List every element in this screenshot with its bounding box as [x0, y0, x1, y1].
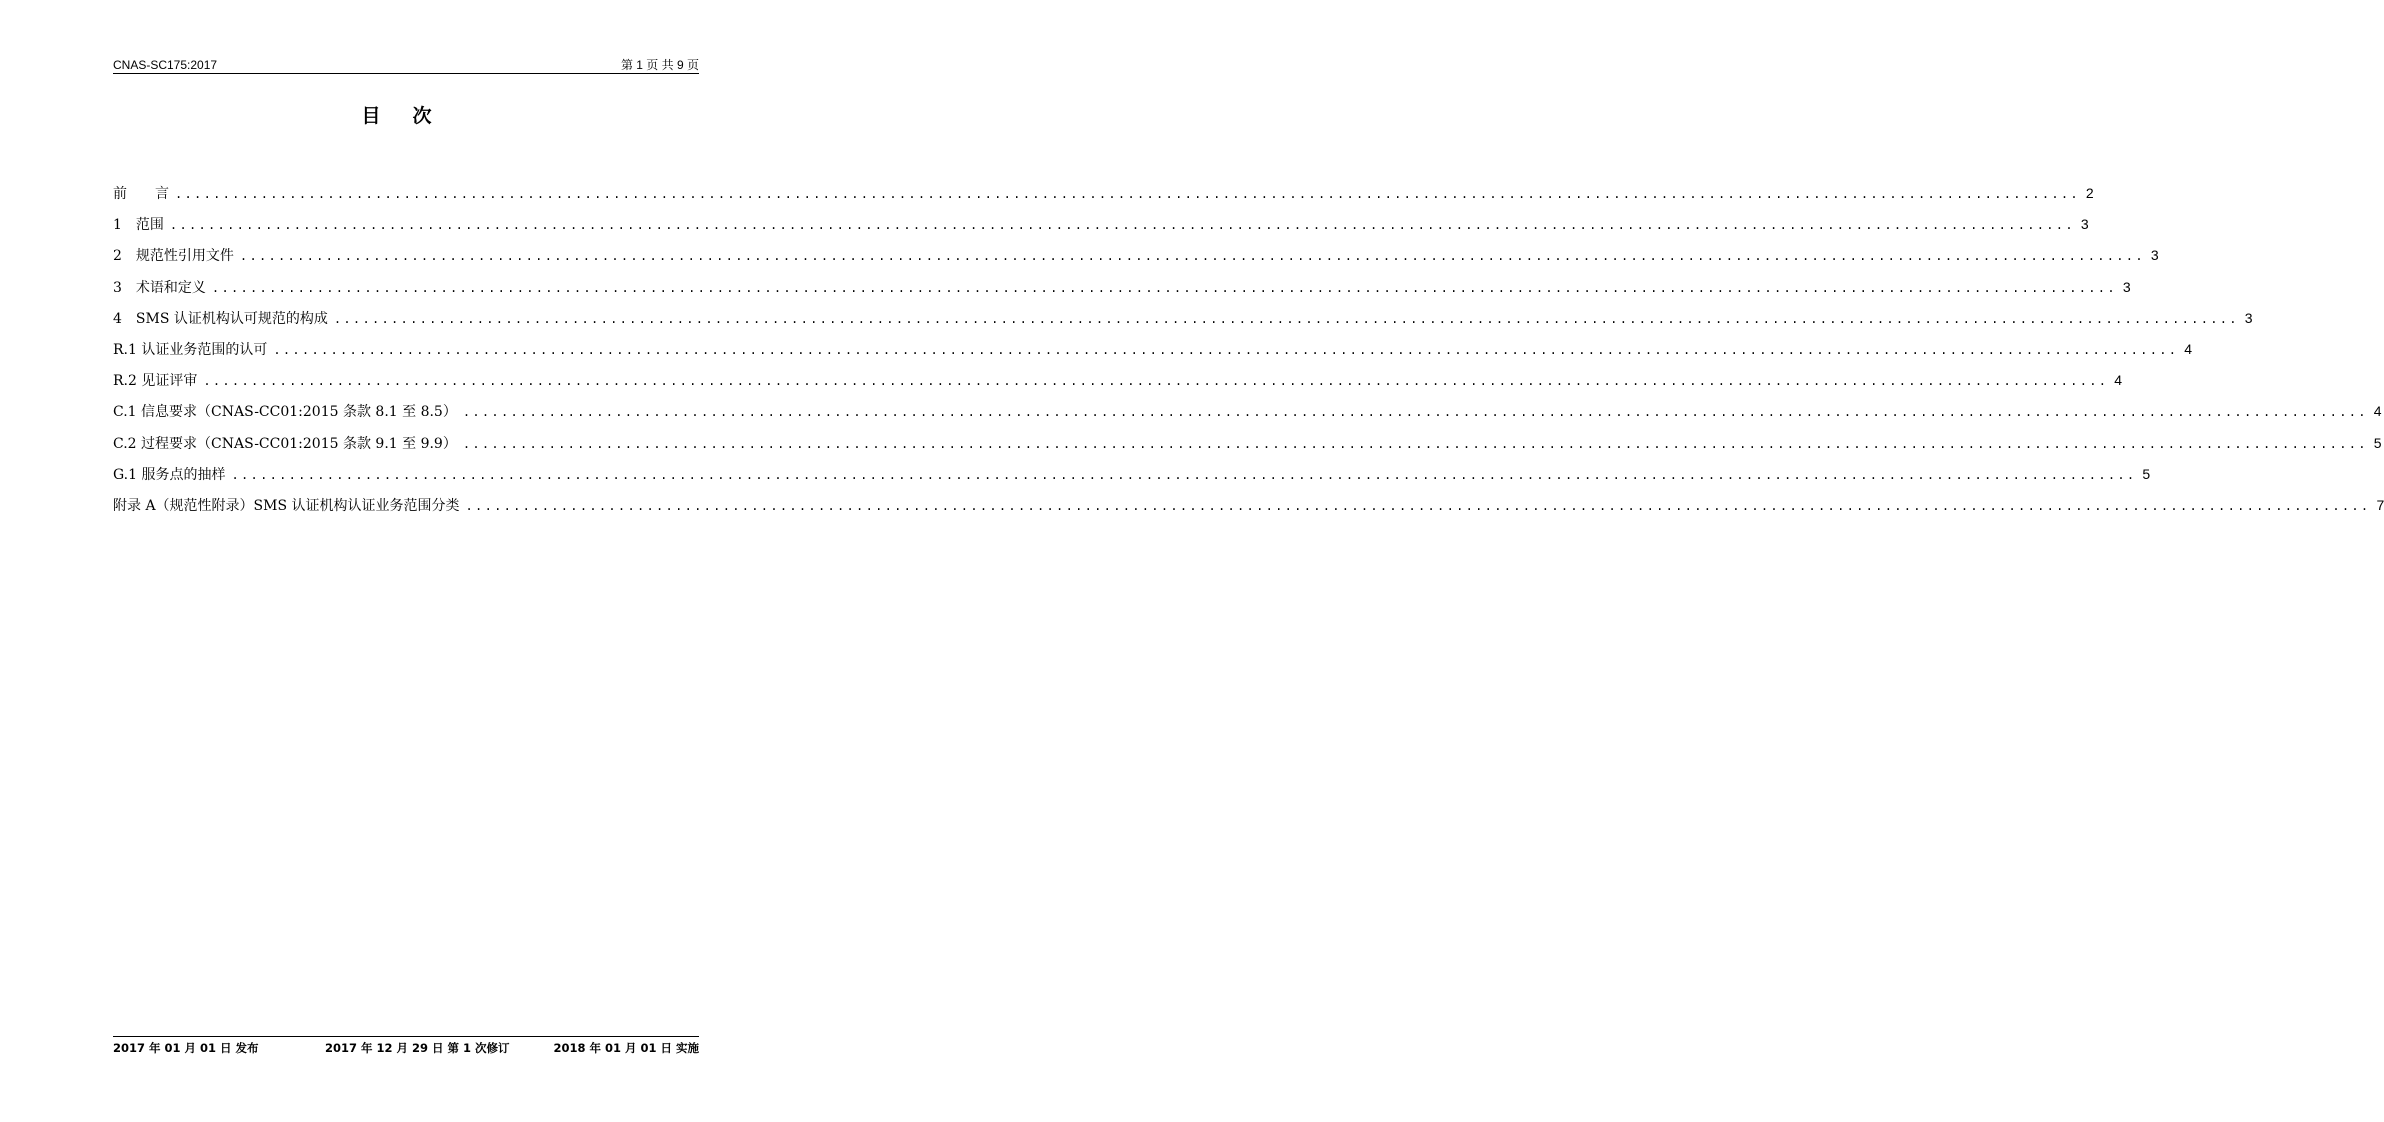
toc-dot-leader: ........................................................................................................................................................................................................ — [273, 342, 2179, 357]
toc-entry-label: 4 SMS 认证机构认可规范的构成 — [113, 310, 328, 327]
toc-entry-page-number: 4 — [2373, 403, 2382, 420]
issue-date: 2017 年 01 月 01 日 发布 — [113, 1041, 259, 1055]
toc-entry-page-number: 7 — [2376, 496, 2384, 513]
toc-entry-label: 1 范围 — [113, 217, 164, 234]
toc-entry-label: 附录 A（规范性附录）SMS 认证机构认证业务范围分类 — [113, 497, 460, 514]
toc-entry[interactable] — [113, 494, 2384, 525]
effective-date: 2018 年 01 月 01 日 实施 — [553, 1041, 699, 1055]
toc-entry-label: 3 术语和定义 — [113, 279, 206, 296]
toc-entry[interactable] — [113, 307, 2253, 338]
toc-entry-label: G.1 服务点的抽样 — [113, 466, 226, 483]
toc-entry-label: R.1 认证业务范围的认可 — [113, 341, 268, 358]
toc-dot-leader: ........................................................................................................................................................................................................ — [462, 436, 2368, 451]
toc-entry-label: 前 言 — [113, 186, 169, 202]
toc-entry-label: C.1 信息要求（CNAS-CC01:2015 条款 8.1 至 8.5） — [113, 404, 457, 421]
toc-dot-leader: ........................................................................................................................................................................................................ — [203, 374, 2109, 389]
header-divider — [113, 73, 699, 74]
toc-entry[interactable] — [113, 369, 2123, 400]
toc-entry-page-number: 3 — [2244, 309, 2253, 326]
toc-dot-leader: ........................................................................................................................................................................................................ — [462, 405, 2368, 420]
toc-dot-leader: ........................................................................................................................................................................................................ — [175, 187, 2080, 201]
toc-entry[interactable] — [113, 276, 2131, 307]
toc-dot-leader: ........................................................................................................................................................................................................ — [333, 311, 2239, 326]
toc-dot-leader: ........................................................................................................................................................................................................ — [465, 498, 2371, 513]
page-number-info: 第 1 页 共 9 页 — [620, 58, 699, 72]
toc-dot-leader: ........................................................................................................................................................................................................ — [239, 249, 2145, 264]
toc-entry-page-number: 4 — [2184, 340, 2193, 357]
toc-entry-page-number: 5 — [2373, 434, 2382, 451]
toc-entry[interactable] — [113, 182, 2094, 213]
toc-entry[interactable] — [113, 463, 2151, 494]
toc-entry[interactable] — [113, 338, 2193, 369]
toc-entry-page-number: 2 — [2085, 185, 2094, 201]
toc-entry-page-number: 3 — [2080, 216, 2089, 233]
toc-dot-leader: ........................................................................................................................................................................................................ — [169, 218, 2075, 233]
toc-entry-label: 2 规范性引用文件 — [113, 248, 234, 265]
toc-entry-page-number: 4 — [2114, 372, 2123, 389]
toc-entry-label: R.2 见证评审 — [113, 373, 198, 390]
toc-entry-page-number: 3 — [2150, 247, 2159, 264]
toc-entry-page-number: 3 — [2122, 278, 2131, 295]
revision-date: 2017 年 12 月 29 日 第 1 次修订 — [325, 1041, 510, 1055]
toc-entry-page-number: 5 — [2142, 465, 2151, 482]
toc-entry[interactable] — [113, 213, 2089, 244]
toc-entry[interactable] — [113, 400, 2382, 431]
document-id: CNAS-SC175:2017 — [113, 58, 218, 72]
toc-entry-label: C.2 过程要求（CNAS-CC01:2015 条款 9.1 至 9.9） — [113, 435, 457, 452]
toc-entry[interactable] — [113, 244, 2159, 275]
table-of-contents — [113, 182, 2384, 525]
toc-entry[interactable] — [113, 432, 2382, 463]
toc-dot-leader: ........................................................................................................................................................................................................ — [231, 467, 2137, 482]
toc-dot-leader: ........................................................................................................................................................................................................ — [211, 280, 2117, 295]
toc-title: 目次 — [361, 105, 464, 127]
page-header — [113, 57, 699, 74]
footer-divider — [113, 1036, 699, 1037]
